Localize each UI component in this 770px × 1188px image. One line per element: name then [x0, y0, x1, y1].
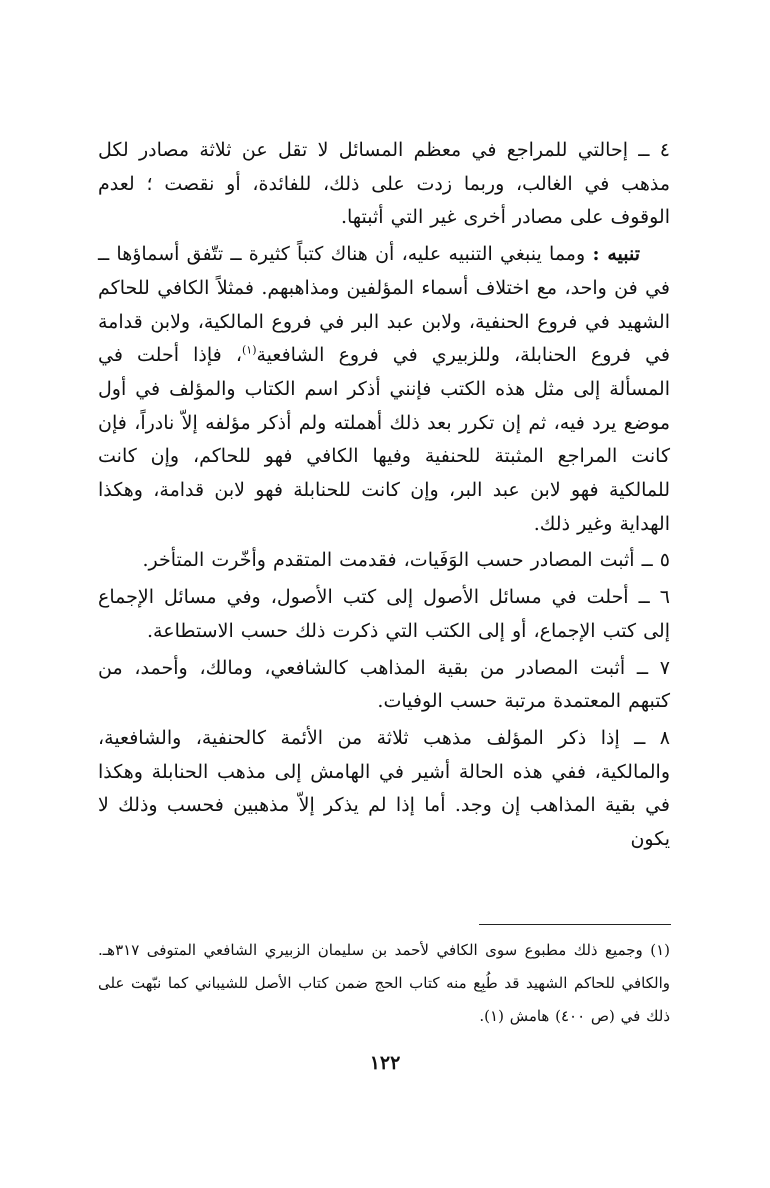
paragraph-item-6 [98, 581, 670, 648]
page-number: ١٢٢ [369, 1052, 401, 1074]
footnote-1 [98, 934, 670, 1033]
main-text [98, 134, 670, 860]
footnotes-section [98, 934, 670, 1033]
paragraph-text: ٧ ــ أثبت المصادر من بقية المذاهب كالشافعي، ومالك، وأحمد، من كتبهم المعتمدة مرتبة حسب الوفيات. [98, 656, 670, 713]
paragraph-item-5 [98, 544, 670, 578]
paragraph-text: ٨ ــ إذا ذكر المؤلف مذهب ثلاثة من الأئمة كالحنفية، والشافعية، والمالكية، ففي هذه الحالة أشير في الهامش إلى مذهب الحنابلة وهكذا في بقية المذاهب إن وجد. أما إذا لم يذكر إلاّ مذهبين فحسب وذلك لا يكون [98, 726, 670, 851]
note-label: تنبيه : [592, 243, 640, 266]
paragraph-text: ٦ ــ أحلت في مسائل الأصول إلى كتب الأصول، وفي مسائل الإجماع إلى كتب الإجماع، أو إلى الكتب التي ذكرت ذلك حسب الاستطاعة. [98, 586, 670, 642]
footnote-text: (١) وجميع ذلك مطبوع سوى الكافي لأحمد بن سليمان الزبيري الشافعي المتوفى ٣١٧هـ. والكافي للحاكم الشهيد قد طُبِع منه كتاب الحج ضمن كتاب الأصل للشيباني كما نبّهت على ذلك في (ص ٤٠٠) هامش (١). [98, 941, 670, 1025]
paragraph-note [98, 238, 670, 541]
paragraph-item-7 [98, 652, 670, 719]
footnote-reference[interactable]: (١) [241, 343, 257, 357]
footnote-divider [479, 924, 671, 925]
paragraph-text: ومما ينبغي التنبيه عليه، أن هناك كتباً كثيرة ــ تتّفق أسماؤها ــ في فن واحد، مع اختلاف أسماء المؤلفين ومذاهبهم. فمثلاً الكافي للحاكم الشهيد في فروع الحنفية، ولابن عبد البر في فروع المالكية، ولابن قدامة في فروع الحنابلة، وللزبيري في فروع الشافعية [98, 243, 670, 367]
paragraph-item-4 [98, 134, 670, 235]
paragraph-text: ، فإذا أحلت في المسألة إلى مثل هذه الكتب فإنني أذكر اسم الكتاب والمؤلف في أول موضع يرد فيه، ثم إن تكرر بعد ذلك أهملته ولم أذكر مؤلفه إلاّ نادراً، فإن كانت المراجع المثبتة للحنفية وفيها الكافي فهو للحاكم، وإن كانت للمالكية فهو لابن عبد البر، وإن كانت للحنابلة فهو لابن قدامة، وهكذا الهداية وغير ذلك. [98, 344, 670, 535]
paragraph-item-8 [98, 722, 670, 857]
paragraph-text: ٥ ــ أثبت المصادر حسب الوَفَيات، فقدمت المتقدم وأخّرت المتأخر. [142, 549, 670, 572]
paragraph-text: ٤ ــ إحالتي للمراجع في معظم المسائل لا تقل عن ثلاثة مصادر لكل مذهب في الغالب، وربما زدت على ذلك، للفائدة، أو نقصت ؛ لعدم الوقوف على مصادر أخرى غير التي أثبتها. [98, 139, 670, 229]
